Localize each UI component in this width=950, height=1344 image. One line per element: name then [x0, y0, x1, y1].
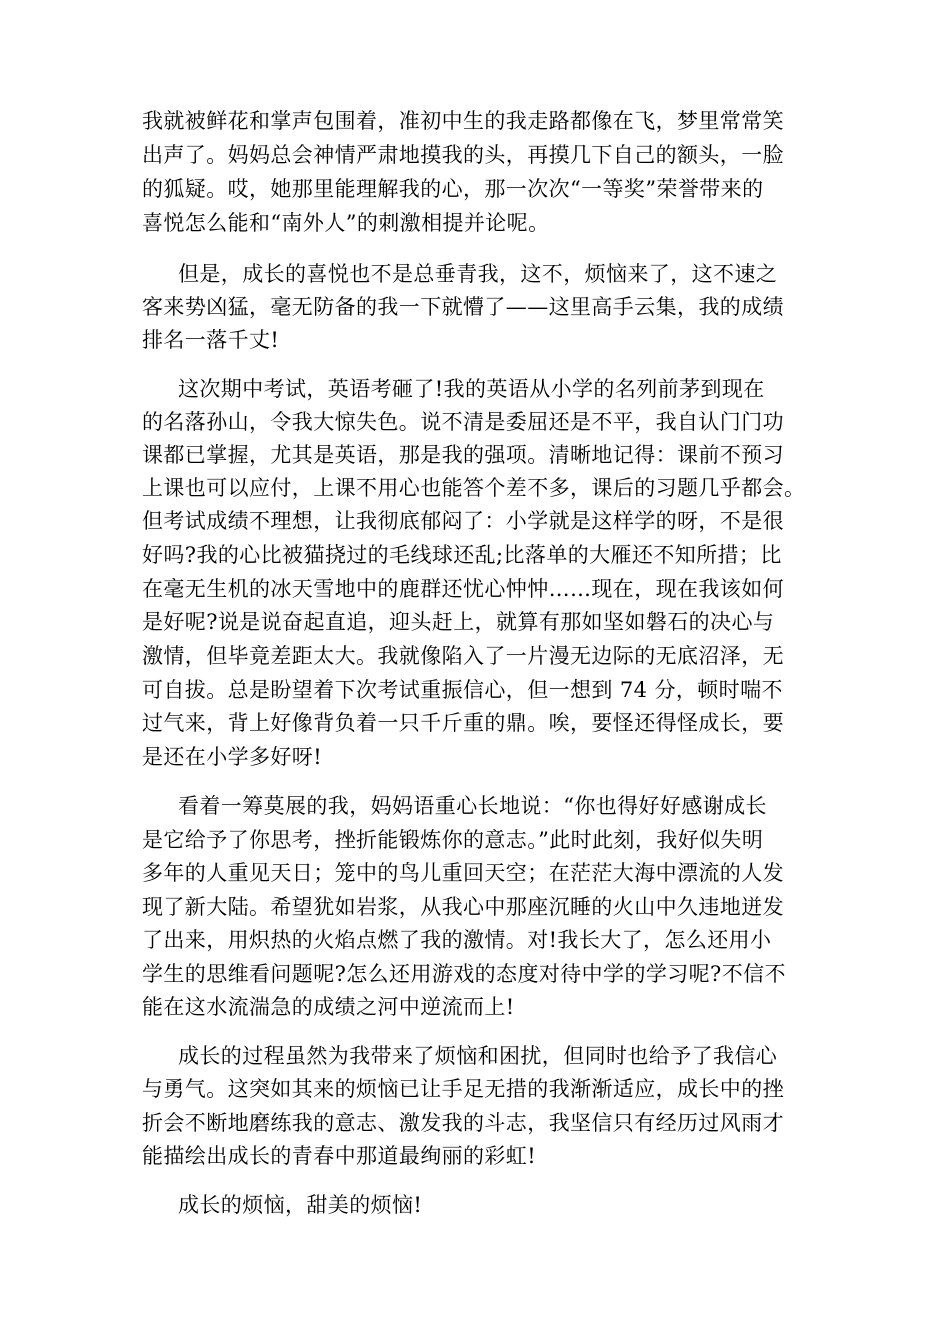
text-line: 喜悦怎么能和“南外人”的刺激相提并论呢。 — [142, 211, 550, 235]
text-line: 上课也可以应付，上课不用心也能答个差不多，课后的习题几乎都会。 — [142, 476, 806, 500]
text-line: 客来势凶猛，毫无防备的我一下就懵了——这里高手云集，我的成绩 — [142, 295, 784, 319]
text-line: 这次期中考试，英语考砸了!我的英语从小学的名列前茅到现在 — [178, 377, 765, 401]
text-line: 的名落孙山，令我大惊失色。说不清是委屈还是不平，我自认门门功 — [142, 410, 784, 434]
text-line: 我就被鲜花和掌声包围着，准初中生的我走路都像在飞，梦里常常笑 — [142, 109, 784, 133]
text-line: 在毫无生机的冰天雪地中的鹿群还忧心忡忡……现在，现在我该如何 — [142, 577, 784, 601]
text-line: 能在这水流湍急的成绩之河中逆流而上! — [142, 995, 515, 1019]
text-line: 可自拔。总是盼望着下次考试重振信心，但一想到 74 分，顿时喘不 — [142, 678, 783, 702]
text-line: 能描绘出成长的青春中那道最绚丽的彩虹! — [142, 1144, 537, 1168]
text-line: 学生的思维看问题呢?怎么还用游戏的态度对待中学的学习呢?不信不 — [142, 962, 786, 986]
text-line: 与勇气。这突如其来的烦恼已让手足无措的我渐渐适应，成长中的挫 — [142, 1077, 784, 1101]
text-line: 了出来，用炽热的火焰点燃了我的激情。对!我长大了，怎么还用小 — [142, 928, 772, 952]
text-line: 激情，但毕竟差距太大。我就像陷入了一片漫无边际的无底沼泽，无 — [142, 644, 784, 668]
text-line: 的狐疑。哎，她那里能理解我的心，那一次次“一等奖”荣誉带来的 — [142, 177, 764, 201]
text-line: 课都已掌握，尤其是英语，那是我的强项。清晰地记得：课前不预习 — [142, 443, 784, 467]
text-line: 但考试成绩不理想，让我彻底郁闷了：小学就是这样学的呀，不是很 — [142, 509, 784, 533]
text-line: 是还在小学多好呀! — [142, 745, 323, 769]
text-line: 过气来，背上好像背负着一只千斤重的鼎。唉，要怪还得怪成长，要 — [142, 711, 784, 735]
text-line: 是好呢?说是说奋起直追，迎头赶上，就算有那如坚如磐石的决心与 — [142, 610, 775, 634]
text-line: 多年的人重见天日；笼中的鸟儿重回天空；在茫茫大海中漂流的人发 — [142, 861, 784, 885]
text-line: 看着一筹莫展的我，妈妈语重心长地说：“你也得好好感谢成长 — [178, 794, 767, 818]
text-line: 但是，成长的喜悦也不是总垂青我，这不，烦恼来了，这不速之 — [178, 262, 778, 286]
text-line: 折会不断地磨练我的意志、激发我的斗志，我坚信只有经历过风雨才 — [142, 1111, 784, 1135]
text-line: 排名一落千丈! — [142, 328, 280, 352]
text-line: 成长的烦恼，甜美的烦恼! — [178, 1193, 423, 1217]
text-line: 成长的过程虽然为我带来了烦恼和困扰，但同时也给予了我信心 — [178, 1044, 778, 1068]
text-line: 是它给予了你思考，挫折能锻炼你的意志。”此时此刻，我好似失明 — [142, 828, 764, 852]
text-line: 出声了。妈妈总会神情严肃地摸我的头，再摸几下自己的额头，一脸 — [142, 143, 784, 167]
text-line: 现了新大陆。希望犹如岩浆，从我心中那座沉睡的火山中久违地迸发 — [142, 895, 784, 919]
text-line: 好吗?我的心比被猫挠过的毛线球还乱;比落单的大雁还不知所措；比 — [142, 543, 782, 567]
